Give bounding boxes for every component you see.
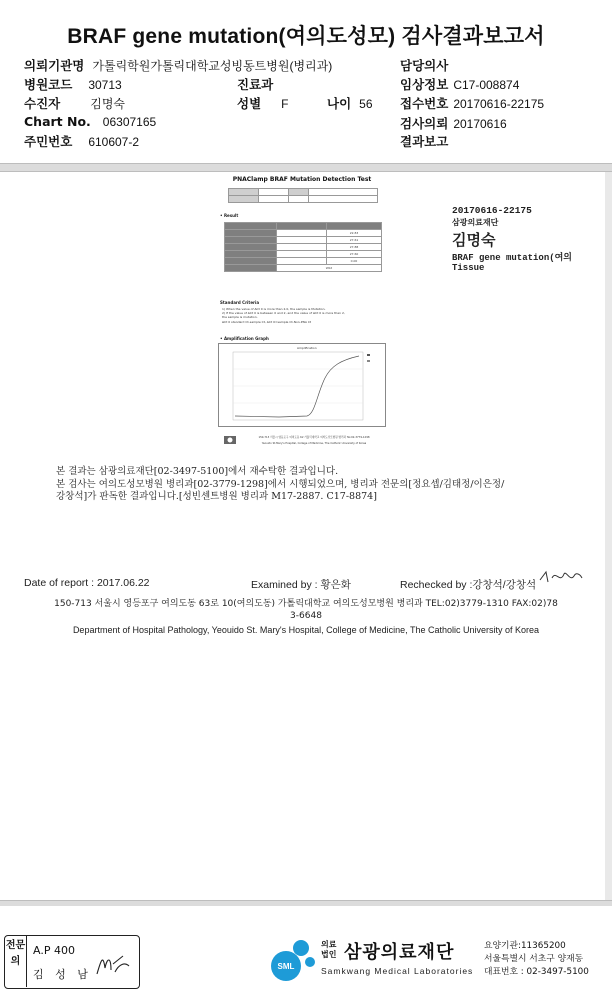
resident-value: 610607-2	[88, 135, 140, 149]
receipt-label: 접수번호	[400, 96, 449, 111]
scanned-report	[218, 176, 386, 458]
scan-graph-label: • Amplification Graph	[220, 336, 269, 341]
report-title: BRAF gene mutation(여의도성모) 검사결과보고서	[67, 25, 545, 48]
receipt-row	[400, 94, 544, 112]
department-line: Department of Hospital Pathology, Yeouido St. Mary's Hospital, College of Medicine, The Catholic University of Korea	[72, 625, 540, 635]
amplification-graph	[218, 343, 386, 427]
chart-row	[24, 114, 156, 129]
stamp-test: BRAF gene mutation(여의	[452, 253, 573, 263]
approval-person: 김 성 남	[33, 968, 92, 981]
doctor-row	[400, 56, 456, 74]
scan-value-2: 27.61	[327, 237, 382, 244]
hospital-code-value: 30713	[88, 78, 122, 92]
remarks-line: 본 검사는 여의도성모병원 병리과[02-3779-1298]에서 시행되었으며, 병리과 전문의[정요셉/김태정/이은정/	[56, 478, 505, 490]
result-row	[400, 132, 456, 150]
institution-value: 가톨릭학원가톨릭대학교성빙동트병원(병리과)	[92, 59, 333, 73]
lab-corp: 의료 법인	[321, 940, 337, 959]
report-date: Date of report : 2017.06.22	[24, 577, 150, 589]
remarks-line: 강창석]가 판독한 결과입니다.[성빈센트병원 병리과 M17-2887. C17-8874]	[56, 491, 377, 502]
clinical-info-row	[400, 75, 519, 93]
institution-row	[24, 56, 332, 74]
stamp-org: 삼광의료재단	[452, 218, 499, 227]
scan-footer-line2: Yeouido St.Mary's Hospital, College of Medicine, The Catholic University of Korea	[261, 442, 367, 445]
sex-value: F	[281, 97, 289, 111]
examinee-label: 수진자	[24, 96, 61, 111]
examinee-row	[24, 94, 125, 112]
hospital-mark-icon	[224, 436, 236, 444]
amplification-curve	[219, 344, 387, 428]
scan-result-label: • Result	[220, 213, 239, 218]
sex-row	[237, 94, 289, 112]
hospital-code-label: 병원코드	[24, 77, 73, 92]
resident-label: 주민번호	[24, 134, 73, 149]
hospital-address	[0, 598, 612, 622]
graph-title: Amplification	[297, 346, 317, 350]
examinee-value: 김명숙	[90, 97, 126, 111]
remarks-line: 본 결과는 삼광의료재단[02-3497-5100]에서 재수탁한 결과입니다.	[56, 466, 339, 477]
scan-criteria-label: Standard Criteria	[220, 300, 260, 305]
criteria-line: the sample is mutation.	[222, 315, 258, 320]
institution-label: 의뢰기관명	[24, 58, 85, 73]
scroll-edge	[605, 172, 612, 900]
approval-code: A.P 400	[33, 944, 75, 957]
chart-label: Chart No.	[24, 114, 91, 129]
scan-value-1: 22.83	[327, 230, 382, 237]
address-line: 150-713 서울시 영등포구 여의도동 63로 10(여의도동) 가톨릭대학교 여의도성모병원 병리과 TEL:02)3779-1310 FAX:02)78	[54, 599, 558, 609]
criteria-line: 2) If the value of ΔCt 0 is between 0 and 2, and the value of ΔCt 0 is more than 2,	[222, 311, 345, 316]
department-label: 진료과	[237, 77, 274, 92]
scan-title: PNAClamp BRAF Mutation Detection Test	[232, 176, 372, 183]
scan-footer	[218, 434, 386, 454]
age-value: 56	[359, 97, 373, 111]
result-label: 결과보고	[400, 134, 449, 149]
logo-text: SML	[277, 962, 295, 971]
scan-footer-line1: 150-713 서울시 영등포구 여의도동 62 가톨릭대학교 여의도성모병원 병리과 Tel.02-3779-1298	[258, 436, 370, 439]
department-row	[237, 75, 281, 93]
clinical-info-label: 임상정보	[400, 77, 449, 92]
request-value: 20170616	[453, 117, 507, 131]
doctor-label: 담당의사	[400, 58, 449, 73]
chart-value: 06307165	[102, 115, 157, 129]
remarks	[56, 466, 586, 504]
approval-signature-icon	[93, 950, 133, 980]
request-label: 검사의뢰	[400, 116, 449, 131]
lab-phone: 대표번호 : 02-3497-5100	[484, 967, 589, 977]
scan-call: Wild	[277, 265, 382, 272]
criteria-line: ΔCt 0 standard Ct-sample Ct, ΔCt 0=sample Ct-Non-PNA Ct	[222, 319, 312, 324]
lab-english-name: Samkwang Medical Laboratories	[321, 966, 474, 976]
scan-id-table	[228, 188, 378, 203]
age-row	[327, 94, 373, 112]
lab-address: 서울특별시 서초구 양재동	[484, 954, 584, 964]
scan-value-5: 0.00	[327, 258, 382, 265]
approval-side-label: 전문의	[5, 936, 27, 987]
approval-box	[4, 935, 140, 989]
stamp-name: 김명숙	[452, 231, 496, 249]
bottom-divider	[0, 900, 612, 906]
stamp-tissue: Tissue	[452, 263, 485, 273]
receipt-value: 20170616-22175	[453, 97, 545, 111]
sml-logo-icon	[270, 936, 318, 984]
scan-result-table	[224, 222, 382, 272]
sex-label: 성별	[237, 96, 262, 111]
signature-icon	[538, 566, 584, 588]
scan-value-4: 27.60	[327, 251, 382, 258]
address-line-cont: 3-6648	[290, 611, 322, 621]
scan-value-3: 27.88	[327, 244, 382, 251]
lab-code: 요양기관:11365200	[484, 941, 566, 951]
resident-row	[24, 132, 139, 150]
lab-info	[484, 940, 589, 979]
hospital-code-row	[24, 75, 122, 93]
clinical-info-value: C17-008874	[453, 78, 520, 92]
specimen-stamp	[452, 205, 572, 273]
rechecked-by: Rechecked by :강창석/강창석	[400, 579, 537, 591]
age-label: 나이	[327, 96, 352, 111]
request-row	[400, 114, 507, 132]
scan-criteria	[222, 307, 384, 324]
stamp-id: 20170616-22175	[452, 205, 532, 216]
lab-name: 삼광의료재단	[344, 942, 455, 963]
criteria-line: 1) When the value of ΔCt 0 is more than 2.0, the sample is Mutation.	[222, 307, 326, 311]
divider-band	[0, 163, 612, 172]
examined-by: Examined by : 황은화	[251, 579, 351, 591]
